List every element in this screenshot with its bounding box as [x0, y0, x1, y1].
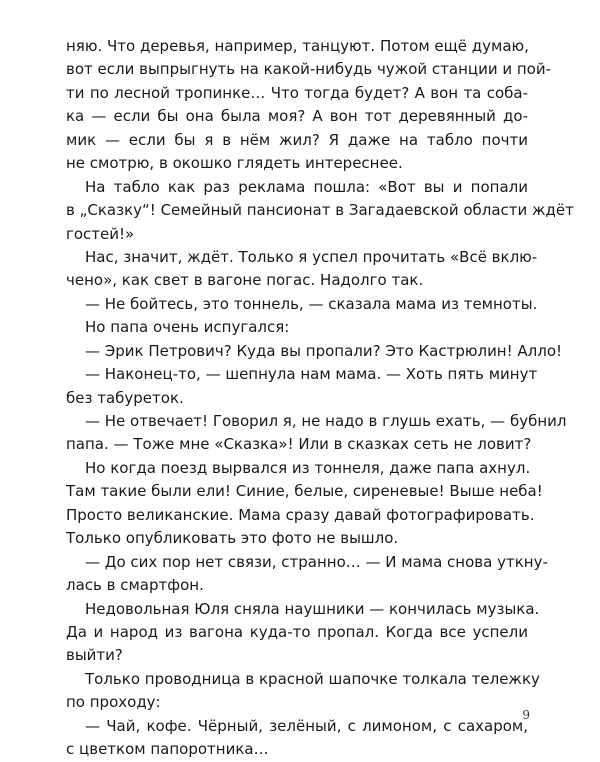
- text-line: няю. Что деревья, например, танцуют. Потом ещё думаю,: [66, 37, 529, 55]
- text-line: Просто великанские. Мама сразу давай фотографировать.: [66, 505, 535, 524]
- text-line: с цветком папоротника…: [66, 740, 269, 759]
- text-line: гостей!»: [66, 224, 135, 243]
- text-line: лась в смартфон.: [66, 576, 204, 595]
- text-line: ти по лесной тропинке… Что тогда будет? А вон та соба-: [66, 83, 528, 102]
- text-line: — Не отвечает! Говорил я, не надо в глушь ехать, — бубнил: [85, 412, 567, 430]
- text-line: мик — если бы я в нём жил? Я даже на табло почти: [66, 130, 528, 149]
- text-line: выйти?: [66, 646, 123, 665]
- text-line: — Эрик Петрович? Куда вы пропали? Это Кастрюлин! Алло!: [85, 341, 563, 360]
- text-line: Нас, значит, ждёт. Только я успел прочитать «Всё вклю-: [85, 247, 538, 266]
- text-line: чено», как свет в вагоне погас. Надолго так.: [66, 271, 424, 290]
- text-line: Но когда поезд вырвался из тоннеля, даже папа ахнул.: [85, 458, 531, 477]
- text-line: — Чай, кофе. Чёрный, зелёный, с лимоном, с сахаром,: [85, 716, 528, 735]
- text-line: Там такие были ели! Синие, белые, сиреневые! Выше неба!: [66, 482, 543, 501]
- text-line: по проходу:: [66, 693, 161, 712]
- text-line: — До сих пор нет связи, странно… — И мама снова уткну-: [85, 552, 548, 571]
- text-line: не смотрю, в окошко глядеть интереснее.: [66, 154, 403, 173]
- text-line: без табуреток.: [66, 388, 184, 407]
- text-line: Да и народ из вагона куда-то пропал. Когда все успели: [66, 622, 528, 641]
- text-line: Только проводница в красной шапочке толкала тележку: [85, 669, 540, 688]
- text-line: Но папа очень испугался:: [85, 318, 290, 337]
- page-number: 9: [522, 708, 530, 722]
- text-line: Только опубликовать это фото не вышло.: [66, 529, 399, 548]
- text-line: ка — если бы она была моя? А вон тот деревянный до-: [66, 107, 528, 126]
- text-line: — Не бойтесь, это тоннель, — сказала мама из темноты.: [85, 294, 538, 313]
- text-line: — Наконец-то, — шепнула нам мама. — Хоть пять минут: [85, 365, 538, 384]
- text-line: в „Сказку“! Семейный пансионат в Загадаевской области ждёт: [66, 201, 574, 220]
- text-line: вот если выпрыгнуть на какой-нибудь чужой станции и пой-: [66, 60, 552, 79]
- text-line: На табло как раз реклама пошла: «Вот вы и попали: [85, 177, 528, 196]
- body-text: [66, 35, 574, 762]
- text-line: Недовольная Юля сняла наушники — кончилась музыка.: [85, 599, 540, 618]
- text-line: папа. — Тоже мне «Сказка»! Или в сказках сеть не ловит?: [66, 435, 532, 454]
